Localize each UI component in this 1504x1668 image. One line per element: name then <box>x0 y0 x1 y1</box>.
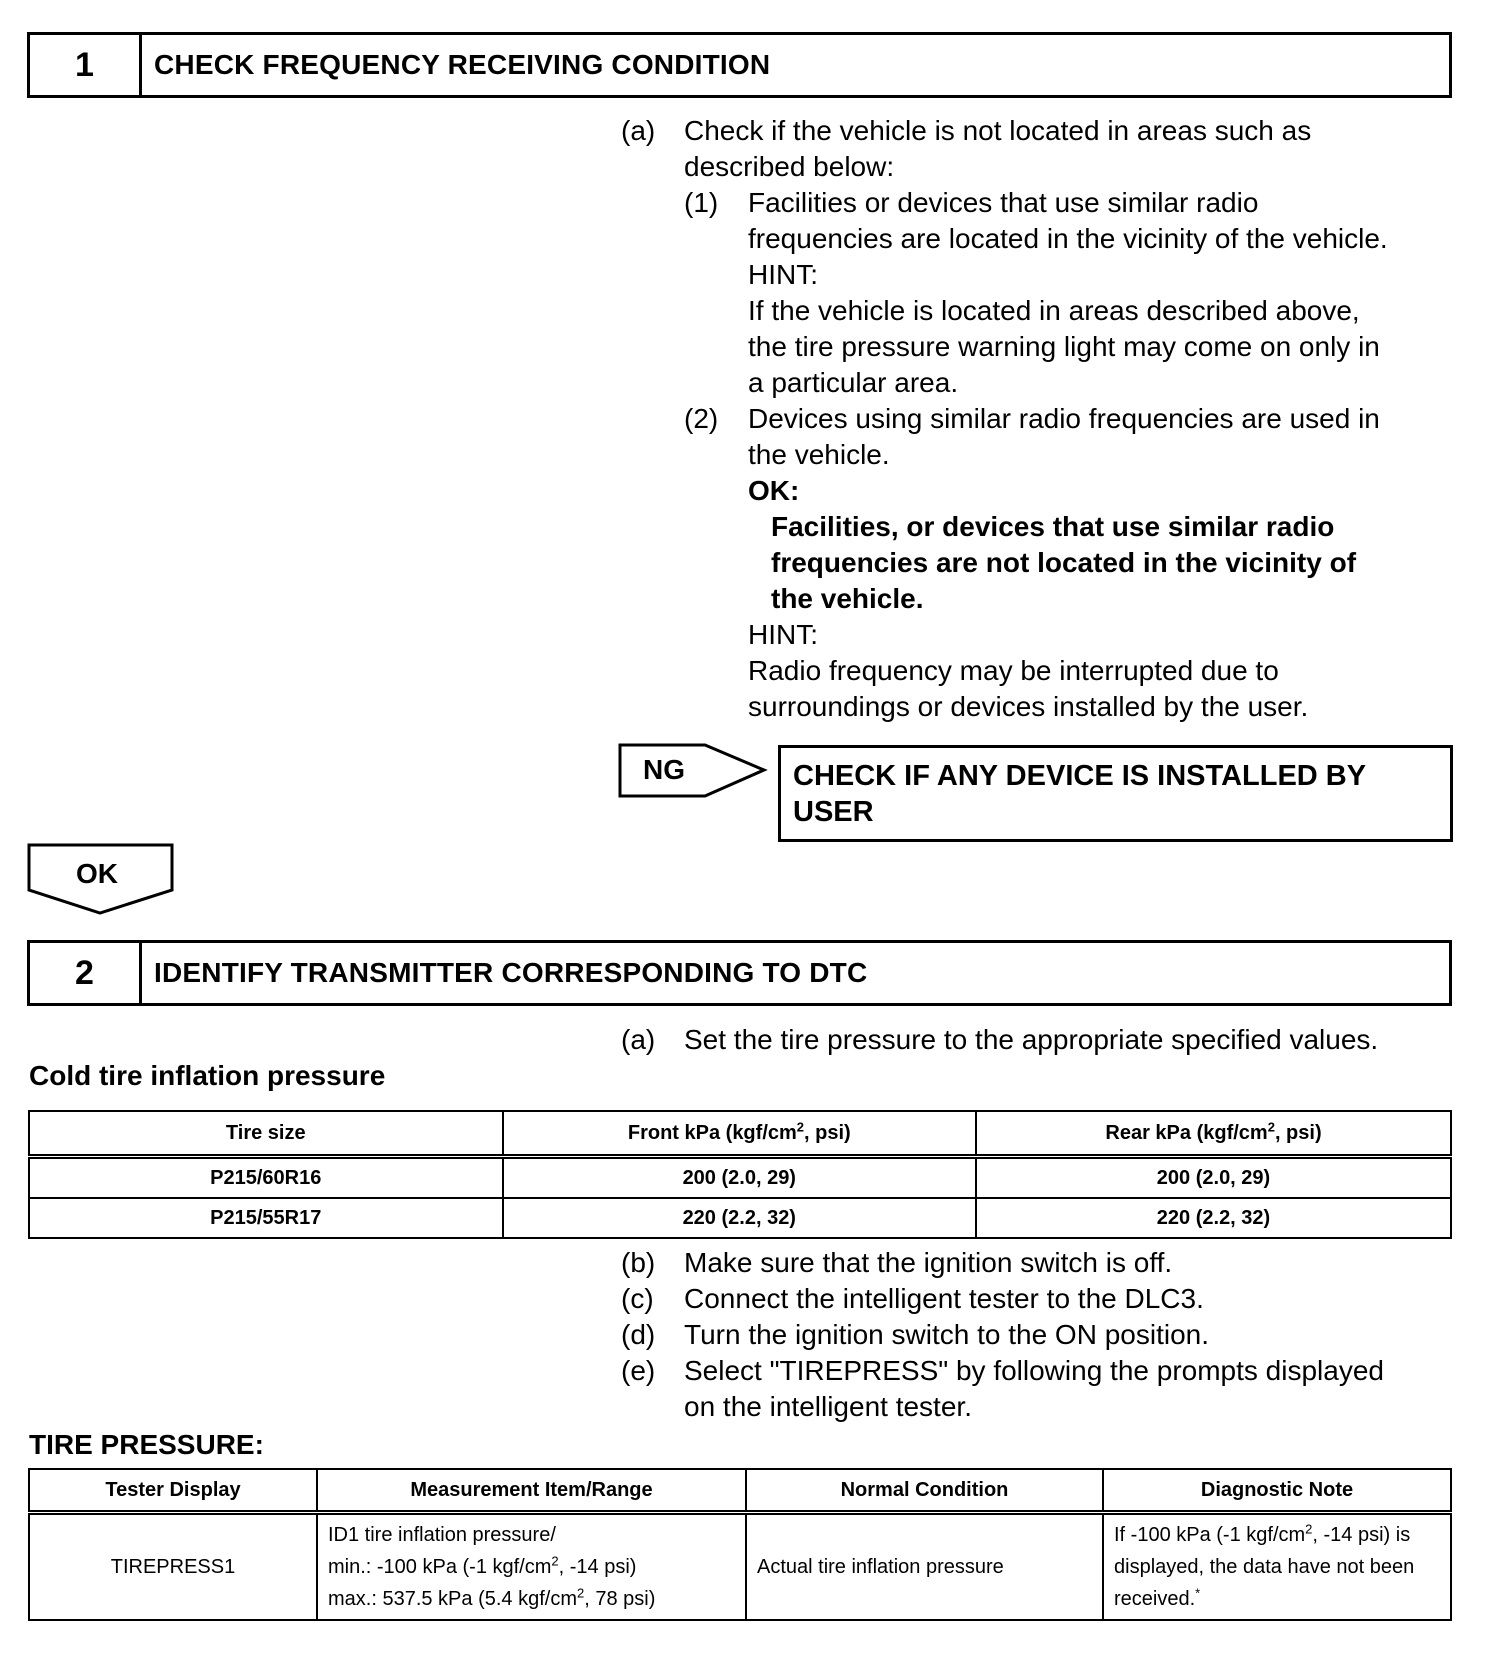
ok-label: OK: <box>748 475 800 506</box>
tester-display-cell: TIREPRESS1 <box>29 1513 317 1621</box>
item-label-2: (2) <box>684 403 719 434</box>
diagnostic-note-cell: If -100 kPa (-1 kgf/$cm^2$, -14 psi) is displayed, the data have not been received.* <box>1103 1513 1451 1621</box>
item-label-1: (1) <box>684 187 719 218</box>
step-title: CHECK FREQUENCY RECEIVING CONDITION <box>154 49 771 80</box>
tire-pressure-data-table <box>28 1468 1452 1621</box>
table-title: TIRE PRESSURE: <box>29 1429 264 1460</box>
column-header: Diagnostic Note <box>1103 1469 1451 1513</box>
item-text: Devices using similar radio frequencies are used in <box>748 403 1380 434</box>
step-text: Make sure that the ignition switch is off. <box>684 1247 1173 1278</box>
step-label-c: (c) <box>621 1283 654 1314</box>
hint-text: surroundings or devices installed by the user. <box>748 691 1309 722</box>
hint-text: a particular area. <box>748 367 959 398</box>
table-cell: 200 (2.0, 29) <box>976 1157 1451 1199</box>
ng-result-box <box>778 745 1453 842</box>
table-row <box>29 1157 1451 1199</box>
step-number: 2 <box>30 943 142 1003</box>
step-2-header <box>27 940 1452 1006</box>
ok-spec-text: Facilities, or devices that use similar radio <box>771 511 1335 542</box>
ng-result-text: USER <box>793 796 874 828</box>
hint-text: If the vehicle is located in areas described above, <box>748 295 1360 326</box>
table-title: Cold tire inflation pressure <box>29 1060 386 1091</box>
step-text: described below: <box>684 151 895 182</box>
step-text: Select "TIREPRESS" by following the prompts displayed <box>684 1355 1384 1386</box>
table-cell: 200 (2.0, 29) <box>503 1157 977 1199</box>
table-cell: P215/55R17 <box>29 1198 503 1238</box>
cold-tire-pressure-table <box>28 1110 1452 1239</box>
ng-arrow-shape <box>618 743 768 799</box>
column-header: Tester Display <box>29 1469 317 1513</box>
step-text: Set the tire pressure to the appropriate specified values. <box>684 1024 1379 1055</box>
normal-condition-cell: Actual tire inflation pressure <box>746 1513 1103 1621</box>
step-title: IDENTIFY TRANSMITTER CORRESPONDING TO DTC <box>154 957 868 988</box>
step-text: Check if the vehicle is not located in areas such as <box>684 115 1312 146</box>
table-cell: 220 (2.2, 32) <box>976 1198 1451 1238</box>
item-text: the vehicle. <box>748 439 890 470</box>
column-header: Tire size <box>29 1111 503 1157</box>
hint-text: Radio frequency may be interrupted due to <box>748 655 1279 686</box>
item-text: Facilities or devices that use similar radio <box>748 187 1259 218</box>
table-cell: P215/60R16 <box>29 1157 503 1199</box>
column-header: Measurement Item/Range <box>317 1469 746 1513</box>
step-label-e: (e) <box>621 1355 656 1386</box>
column-header: Front kPa ($kgf/cm^2$, psi) <box>503 1111 977 1157</box>
measurement-cell: ID1 tire inflation pressure/ min.: -100 kPa (-1 kgf/$cm^2$, -14 psi) max.: 537.5 kPa (5.4 kgf/$cm^2$, 78 psi) <box>317 1513 746 1621</box>
step-number: 1 <box>30 35 142 95</box>
hint-label: HINT: <box>748 259 818 290</box>
step-text: Connect the intelligent tester to the DLC3. <box>684 1283 1204 1314</box>
step-text: Turn the ignition switch to the ON position. <box>684 1319 1209 1350</box>
column-header: Rear kPa ($kgf/cm^2$, psi) <box>976 1111 1451 1157</box>
ok-spec-text: frequencies are not located in the vicinity of <box>771 547 1357 578</box>
ng-label: NG <box>643 754 685 785</box>
step-label-b: (b) <box>621 1247 656 1278</box>
step-text: on the intelligent tester. <box>684 1391 972 1422</box>
table-row <box>29 1513 1451 1621</box>
ok-arrow-label: OK <box>76 858 118 889</box>
hint-text: the tire pressure warning light may come on only in <box>748 331 1380 362</box>
table-row <box>29 1198 1451 1238</box>
hint-label: HINT: <box>748 619 818 650</box>
column-header: Normal Condition <box>746 1469 1103 1513</box>
table-cell: 220 (2.2, 32) <box>503 1198 977 1238</box>
ng-result-text: CHECK IF ANY DEVICE IS INSTALLED BY <box>793 760 1367 792</box>
item-text: frequencies are located in the vicinity of the vehicle. <box>748 223 1388 254</box>
step-label-d: (d) <box>621 1319 656 1350</box>
step-label-a: (a) <box>621 115 656 146</box>
step-label-a: (a) <box>621 1024 656 1055</box>
step-1-header <box>27 32 1452 98</box>
ok-spec-text: the vehicle. <box>771 583 924 614</box>
